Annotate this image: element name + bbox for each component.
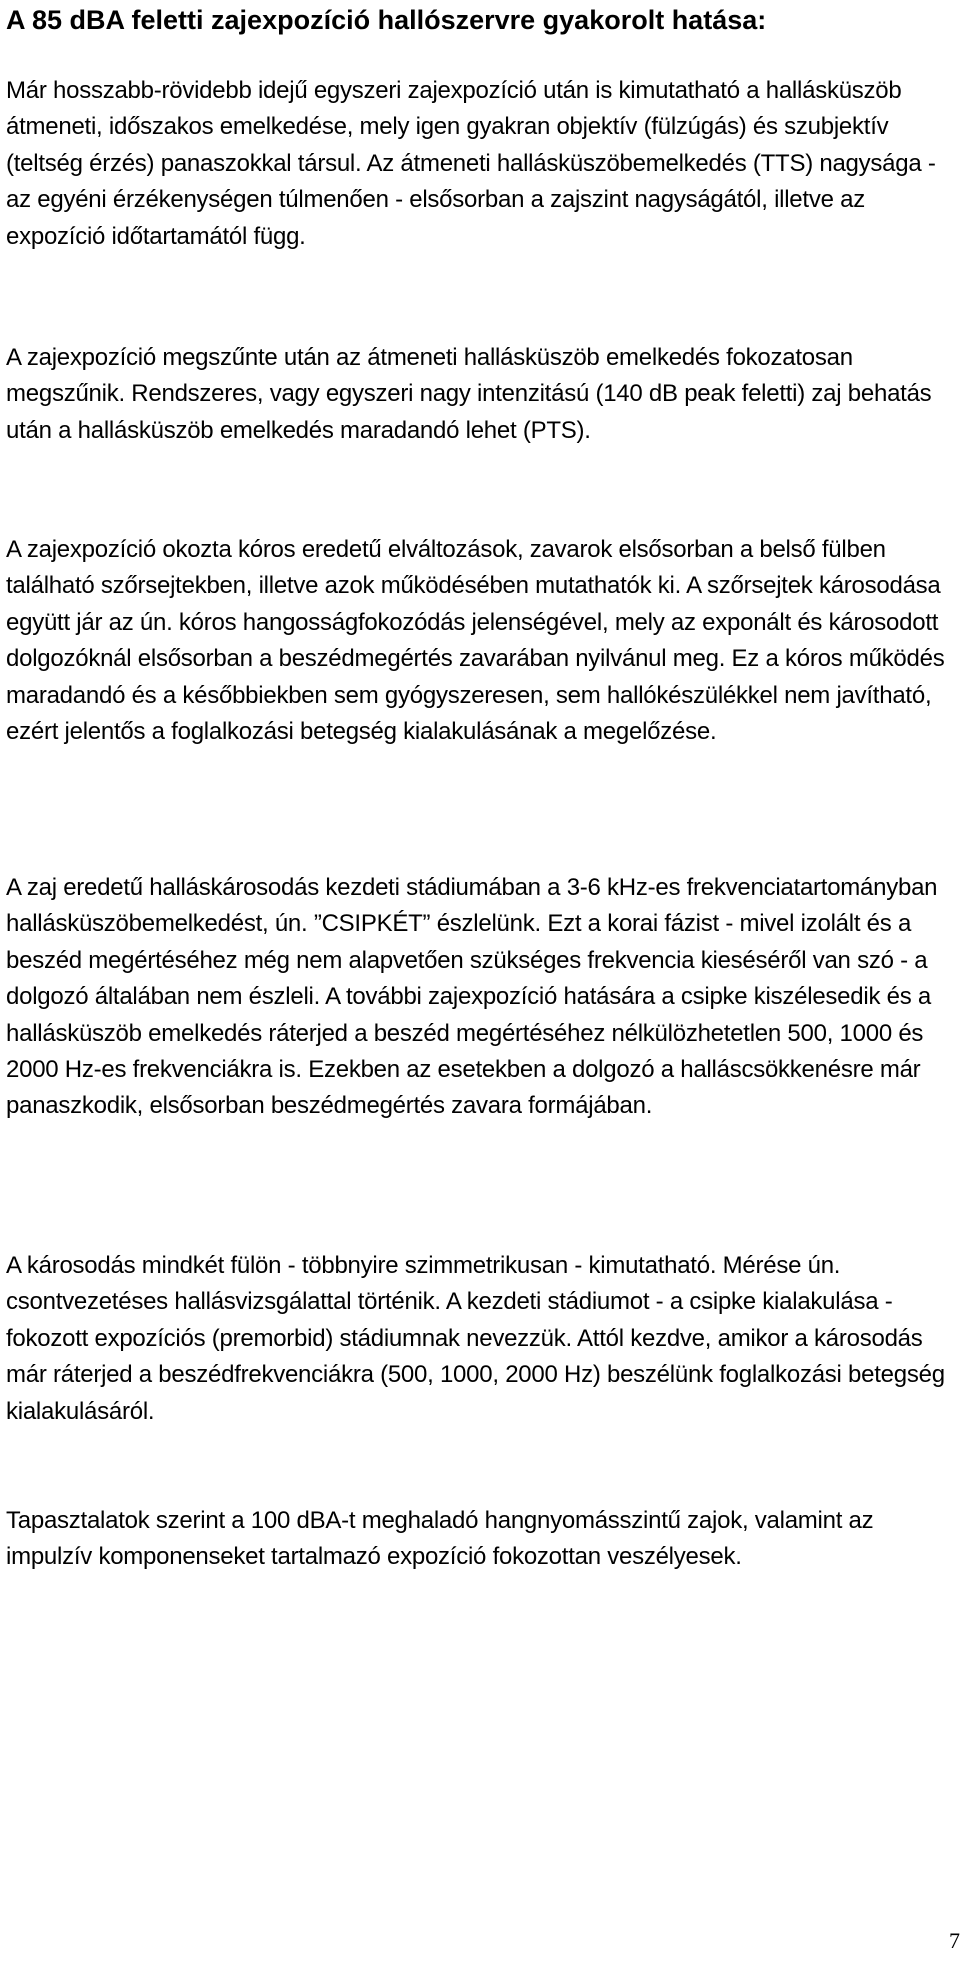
- paragraph-high-level-noise: Tapasztalatok szerint a 100 dBA-t meghaladó hangnyomásszintű zajok, valamint az impulzív komponenseket tartalmazó expozíció fokozottan veszélyesek.: [6, 1507, 874, 1571]
- section-title: A 85 dBA feletti zajexpozíció hallószervre gyakorolt hatása:: [6, 5, 767, 35]
- page-number: 7: [949, 1928, 960, 1953]
- paragraph-initial-stage-notch: A zaj eredetű halláskárosodás kezdeti stádiumában a 3-6 kHz-es frekvenciatartományban hallásküszöbemelkedést, ún. ”CSIPKÉT” észlelünk. Ezt a korai fázist - mivel izolált és a beszéd megértéséhez még nem alapvetően szükséges frekvencia kieséséről van szó - a dolgozó általában nem észleli. A további zajexpozíció hatására a csipke kiszélesedik és a hallásküszöb emelkedés ráterjed a beszéd megértéséhez nélkülözhetetlen 500, 1000 és 2000 Hz-es frekvenciákra is. Ezekben az esetekben a dolgozó a halláscsökkenésre már panaszkodik, elsősorban beszédmegértés zavara formájában.: [6, 874, 938, 1120]
- paragraph-temporary-threshold-shift: Már hosszabb-rövidebb idejű egyszeri zajexpozíció után is kimutatható a hallásküszöb átmeneti, időszakos emelkedése, mely igen gyakran objektív (fülzúgás) és szubjektív (teltség érzés) panaszokkal társul. Az átmeneti hallásküszöbemelkedés (TTS) nagysága - az egyéni érzékenységen túlmenően - elsősorban a zajszint nagyságától, illetve az expozíció időtartamától függ.: [6, 77, 936, 250]
- paragraph-permanent-threshold-shift: A zajexpozíció megszűnte után az átmeneti hallásküszöb emelkedés fokozatosan megszűnik. Rendszeres, vagy egyszeri nagy intenzitású (140 dB peak feletti) zaj behatás után a hallásküszöb emelkedés maradandó lehet (PTS).: [6, 344, 932, 444]
- paragraph-bilateral-damage: A károsodás mindkét fülön - többnyire szimmetrikusan - kimutatható. Mérése ún. csontvezetéses hallásvizsgálattal történik. A kezdeti stádiumot - a csipke kialakulása - fokozott expozíciós (premorbid) stádiumnak nevezzük. Attól kezdve, amikor a károsodás már ráterjed a beszédfrekvenciákra (500, 1000, 2000 Hz) beszélünk foglalkozási betegség kialakulásáról.: [6, 1252, 945, 1425]
- paragraph-hair-cell-damage: A zajexpozíció okozta kóros eredetű elváltozások, zavarok elsősorban a belső fülben található szőrsejtekben, illetve azok működésében mutathatók ki. A szőrsejtek károsodása együtt jár az ún. kóros hangosságfokozódás jelenségével, mely az exponált és károsodott dolgozóknál elsősorban a beszédmegértés zavarában nyilvánul meg. Ez a kóros működés maradandó és a későbbiekben sem gyógyszeresen, sem hallókészülékkel nem javítható, ezért jelentős a foglalkozási betegség kialakulásának a megelőzése.: [6, 536, 945, 746]
